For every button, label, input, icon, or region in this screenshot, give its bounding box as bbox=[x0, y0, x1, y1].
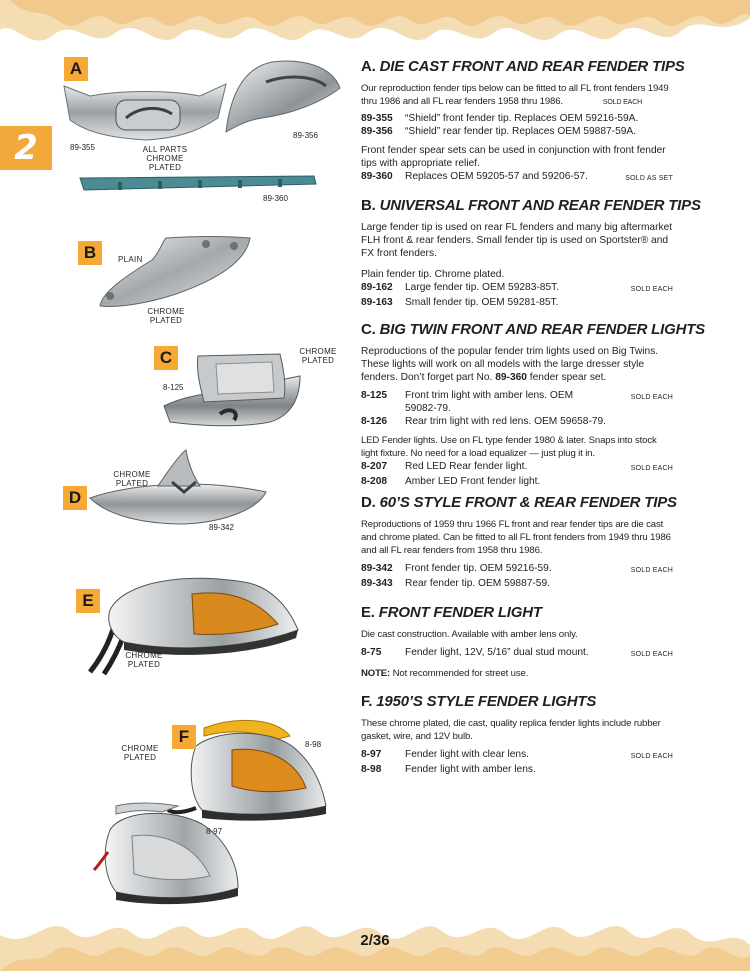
section-d bbox=[361, 494, 677, 590]
item-89-162: 89-162 Large fender tip. OEM 59283-85T. SOLD EACH bbox=[361, 282, 673, 293]
section-c-led-text: LED Fender lights. Use on FL type fender 1980 & later. Snaps into stock light fixture. No need for a load equalizer — just plug it in. bbox=[361, 435, 657, 459]
photo-f-clear-light bbox=[92, 800, 242, 906]
label-89-342: 89-342 bbox=[209, 523, 234, 532]
badge-d: D bbox=[63, 486, 87, 510]
label-f-chrome: CHROME PLATED bbox=[121, 744, 159, 762]
item-8-207: 8-207 Red LED Rear fender light. SOLD EACH bbox=[361, 461, 673, 472]
section-b-title: B. UNIVERSAL FRONT AND REAR FENDER TIPS bbox=[361, 197, 701, 214]
section-c-intro: Reproductions of the popular fender trim lights used on Big Twins. These lights will work on all models with the large dresser style fenders. Don’t forget part No. 89-360 fender spear set. bbox=[361, 346, 659, 383]
section-c-title: C. BIG TWIN FRONT AND REAR FENDER LIGHTS bbox=[361, 321, 705, 338]
item-8-126: 8-126 Rear trim light with red lens. OEM 59658-79. bbox=[361, 416, 607, 427]
catalog-text-column bbox=[361, 58, 705, 776]
label-8-98: 8-98 bbox=[305, 740, 322, 749]
badge-f: F bbox=[172, 725, 196, 749]
section-b-sub: Plain fender tip. Chrome plated. bbox=[361, 269, 505, 280]
section-e bbox=[361, 604, 673, 680]
label-89-356: 89-356 bbox=[293, 131, 318, 140]
label-plain: PLAIN bbox=[118, 255, 143, 264]
section-e-title: E. FRONT FENDER LIGHT bbox=[361, 604, 542, 621]
section-a-title: A. DIE CAST FRONT AND REAR FENDER TIPS bbox=[361, 58, 685, 75]
item-8-97: 8-97 Fender light with clear lens. SOLD EACH bbox=[361, 749, 673, 760]
section-a-intro: Our reproduction fender tips below can be fitted to all FL front fenders 1949 thru 1986 and all FL rear fenders 1958 thru 1986. SOLD EACH bbox=[361, 83, 669, 107]
item-8-125: 8-125 Front trim light with amber lens. OEM 59082-79. SOLD EACH bbox=[361, 390, 673, 414]
item-89-343: 89-343 Rear fender tip. OEM 59887-59. bbox=[361, 578, 550, 589]
badge-e: E bbox=[76, 589, 100, 613]
chapter-tab: 2 bbox=[0, 126, 52, 170]
photo-a-spear bbox=[78, 172, 318, 194]
item-8-75: 8-75 Fender light, 12V, 5/16” dual stud mount. SOLD EACH bbox=[361, 647, 673, 658]
label-b-chrome: CHROME PLATED bbox=[147, 307, 185, 325]
section-b bbox=[361, 197, 701, 309]
section-e-intro: Die cast construction. Available with amber lens only. bbox=[361, 629, 578, 640]
label-89-360: 89-360 bbox=[263, 194, 288, 203]
label-all-parts-chrome: ALL PARTS CHROME PLATED bbox=[142, 145, 188, 172]
section-a bbox=[361, 58, 685, 185]
photo-a-rear-tip bbox=[222, 58, 344, 138]
badge-a: A bbox=[64, 57, 88, 81]
section-d-title: D. 60’S STYLE FRONT & REAR FENDER TIPS bbox=[361, 494, 677, 511]
section-f-title: F. 1950’S STYLE FENDER LIGHTS bbox=[361, 693, 597, 710]
section-c bbox=[361, 321, 705, 488]
photo-d-fender-tip bbox=[88, 448, 268, 528]
section-a-spear-text: Front fender spear sets can be used in conjunction with front fender tips with appropriate relief. bbox=[361, 145, 666, 169]
badge-c: C bbox=[154, 346, 178, 370]
item-8-98: 8-98 Fender light with amber lens. bbox=[361, 764, 536, 775]
label-e-chrome: CHROME PLATED bbox=[125, 651, 163, 669]
item-89-355: 89-355 “Shield” front fender tip. Replaces OEM 59216-59A. bbox=[361, 113, 639, 124]
flame-border-top bbox=[0, 0, 750, 56]
item-89-360: 89-360 Replaces OEM 59205-57 and 59206-57. SOLD AS SET bbox=[361, 171, 673, 182]
section-b-intro: Large fender tip is used on rear FL fenders and many big aftermarket FLH front & rear fenders. Small fender tip is used on Sportster® and FX front fenders. bbox=[361, 222, 673, 259]
item-89-163: 89-163 Small fender tip. OEM 59281-85T. bbox=[361, 297, 559, 308]
label-89-355: 89-355 bbox=[70, 143, 95, 152]
label-d-chrome: CHROME PLATED bbox=[113, 470, 151, 488]
photo-a-front-tip bbox=[60, 78, 230, 152]
section-e-note: NOTE: Not recommended for street use. bbox=[361, 668, 529, 679]
section-d-intro: Reproductions of 1959 thru 1966 FL front and rear fender tips are die cast and chrome plated. Can be fitted to all FL front fenders from 1949 thru 1986 and all FL rear fenders from 1958 thru 1986. bbox=[361, 519, 671, 556]
section-f-intro: These chrome plated, die cast, quality replica fender lights include rubber gasket, wire, and 12V bulb. bbox=[361, 718, 661, 742]
label-8-125: 8-125 bbox=[163, 383, 184, 392]
badge-b: B bbox=[78, 241, 102, 265]
section-f bbox=[361, 693, 673, 776]
item-89-342: 89-342 Front fender tip. OEM 59216-59. SOLD EACH bbox=[361, 563, 673, 574]
item-89-356: 89-356 “Shield” rear fender tip. Replaces OEM 59887-59A. bbox=[361, 126, 637, 137]
item-8-208: 8-208 Amber LED Front fender light. bbox=[361, 476, 541, 487]
page-number: 2/36 bbox=[360, 932, 390, 949]
label-8-97: 8-97 bbox=[206, 827, 223, 836]
label-c-chrome: CHROME PLATED bbox=[299, 347, 337, 365]
photo-b-fender-tip bbox=[96, 232, 254, 312]
photo-e-fender-light bbox=[84, 566, 302, 676]
